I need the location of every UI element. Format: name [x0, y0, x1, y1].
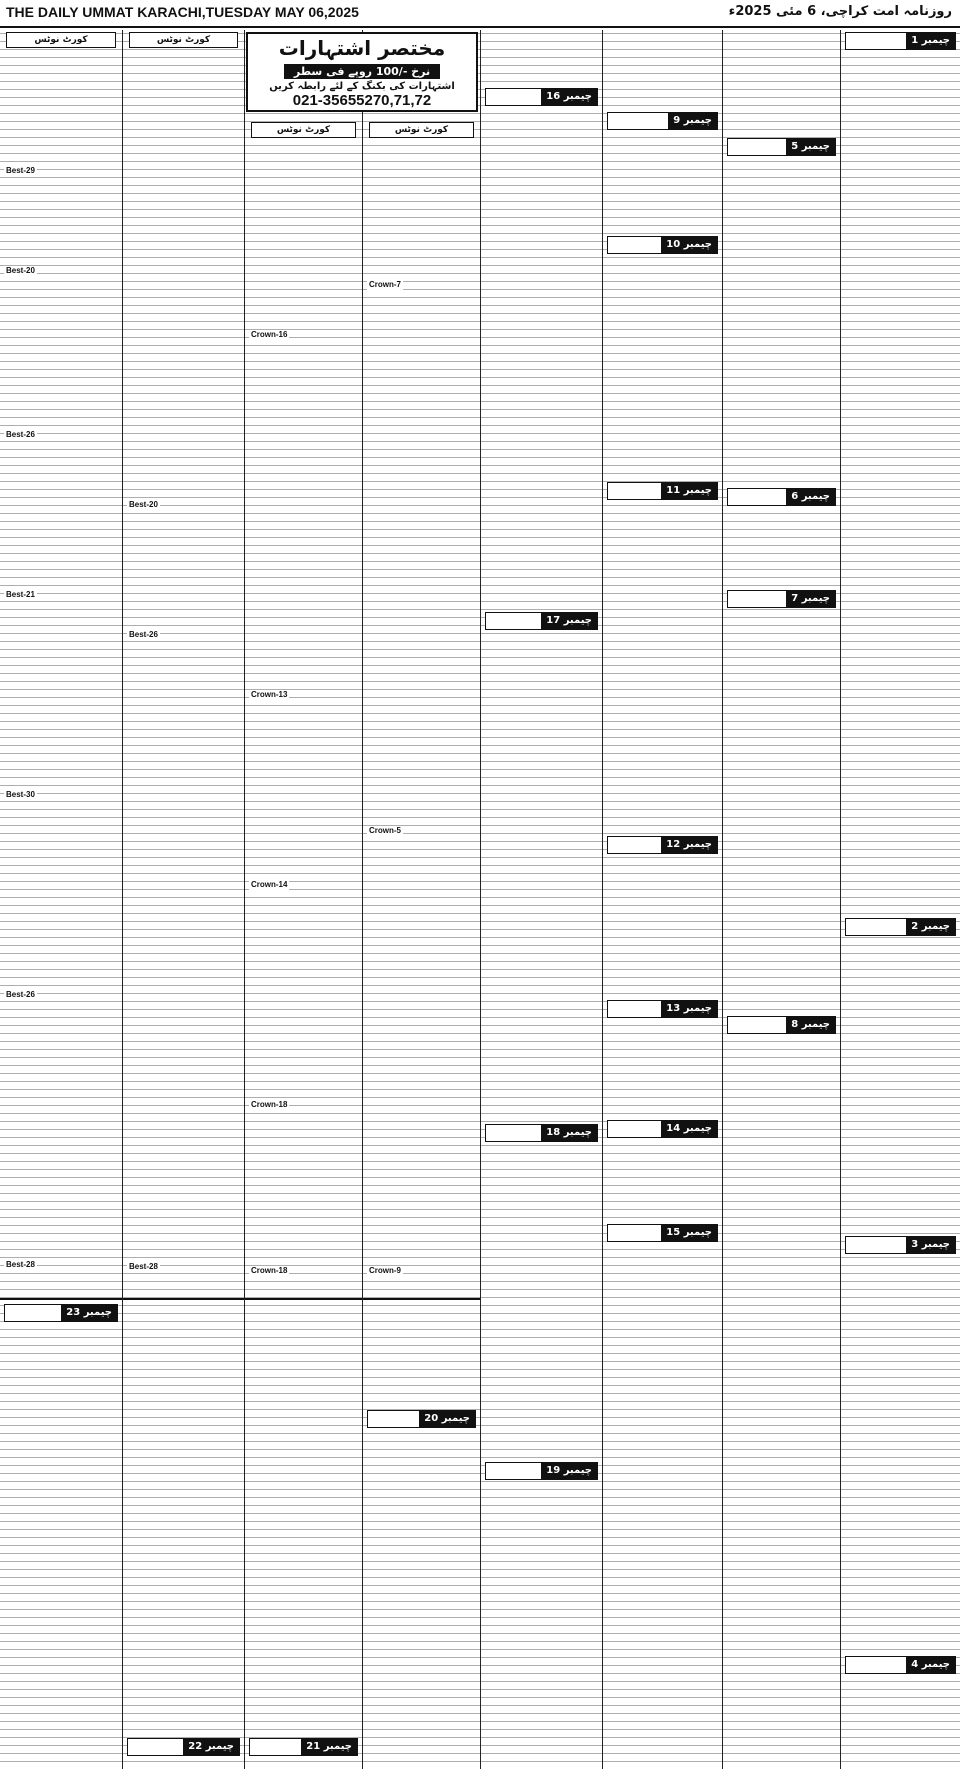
advert-rate: نرخ -/100 روپے فی سطر — [284, 64, 440, 79]
chamber-heading: چیمبر 17 — [485, 612, 598, 630]
chamber-heading: چیمبر 22 — [127, 1738, 240, 1756]
court-notice-header: کورٹ نوٹس — [251, 122, 356, 138]
ad-code: Best-21 — [6, 590, 35, 599]
ad-code: Best-26 — [6, 430, 35, 439]
urdu-dateline: روزنامہ امت کراچی، 6 مئی 2025ء — [728, 4, 952, 19]
court-notice-header: کورٹ نوٹس — [129, 32, 238, 48]
ad-code: Best-20 — [129, 500, 158, 509]
chamber-heading: چیمبر 6 — [727, 488, 836, 506]
column-chambers-f — [602, 30, 722, 1769]
ad-code: Crown-13 — [251, 690, 288, 699]
ad-code: Best-29 — [6, 166, 35, 175]
ad-code: Best-30 — [6, 790, 35, 799]
column-court-notices-3 — [244, 30, 362, 1769]
chamber-heading: چیمبر 11 — [607, 482, 718, 500]
chamber-heading: چیمبر 14 — [607, 1120, 718, 1138]
advert-phone: 021-35655270,71,72 — [292, 92, 432, 109]
chamber-heading: چیمبر 5 — [727, 138, 836, 156]
ad-code: Best-26 — [6, 990, 35, 999]
masthead-strip — [0, 0, 960, 28]
chamber-heading: چیمبر 13 — [607, 1000, 718, 1018]
ad-code: Best-20 — [6, 266, 35, 275]
advert-booking-text: اشتہارات کی بکنگ کے لئے رابطہ کریں — [269, 81, 455, 92]
chamber-heading: چیمبر 3 — [845, 1236, 956, 1254]
ad-code: Crown-14 — [251, 880, 288, 889]
chamber-heading: چیمبر 20 — [367, 1410, 476, 1428]
ad-code: Crown-18 — [251, 1100, 288, 1109]
ad-code: Best-26 — [129, 630, 158, 639]
chamber-heading: چیمبر 16 — [485, 88, 598, 106]
column-chambers-e — [480, 30, 602, 1769]
english-dateline: THE DAILY UMMAT KARACHI,TUESDAY MAY 06,2025 — [6, 4, 359, 20]
chamber-heading: چیمبر 8 — [727, 1016, 836, 1034]
chamber-heading: چیمبر 1 — [845, 32, 956, 50]
column-court-notices-1 — [0, 30, 122, 1769]
chamber-heading: چیمبر 23 — [4, 1304, 118, 1322]
classifieds-page — [0, 30, 960, 1769]
advert-title: مختصر اشتہارات — [278, 36, 446, 60]
ad-code: Best-28 — [129, 1262, 158, 1271]
chamber-heading: چیمبر 4 — [845, 1656, 956, 1674]
ad-code: Crown-9 — [369, 1266, 401, 1275]
classified-rates-advert — [246, 32, 478, 112]
chamber-heading: چیمبر 9 — [607, 112, 718, 130]
court-notice-header: کورٹ نوٹس — [6, 32, 116, 48]
column-chambers-h — [840, 30, 960, 1769]
chamber-heading: چیمبر 21 — [249, 1738, 358, 1756]
column-chambers-g — [722, 30, 840, 1769]
chamber-heading: چیمبر 10 — [607, 236, 718, 254]
chamber-heading: چیمبر 18 — [485, 1124, 598, 1142]
column-court-notices-4 — [362, 30, 480, 1769]
chamber-heading: چیمبر 12 — [607, 836, 718, 854]
ad-code: Crown-16 — [251, 330, 288, 339]
ad-code: Crown-5 — [369, 826, 401, 835]
chamber-heading: چیمبر 2 — [845, 918, 956, 936]
court-notice-header: کورٹ نوٹس — [369, 122, 474, 138]
chamber-heading: چیمبر 15 — [607, 1224, 718, 1242]
ad-code: Best-28 — [6, 1260, 35, 1269]
chamber-heading: چیمبر 7 — [727, 590, 836, 608]
column-court-notices-2 — [122, 30, 244, 1769]
ad-code: Crown-18 — [251, 1266, 288, 1275]
ad-code: Crown-7 — [369, 280, 401, 289]
chamber-heading: چیمبر 19 — [485, 1462, 598, 1480]
